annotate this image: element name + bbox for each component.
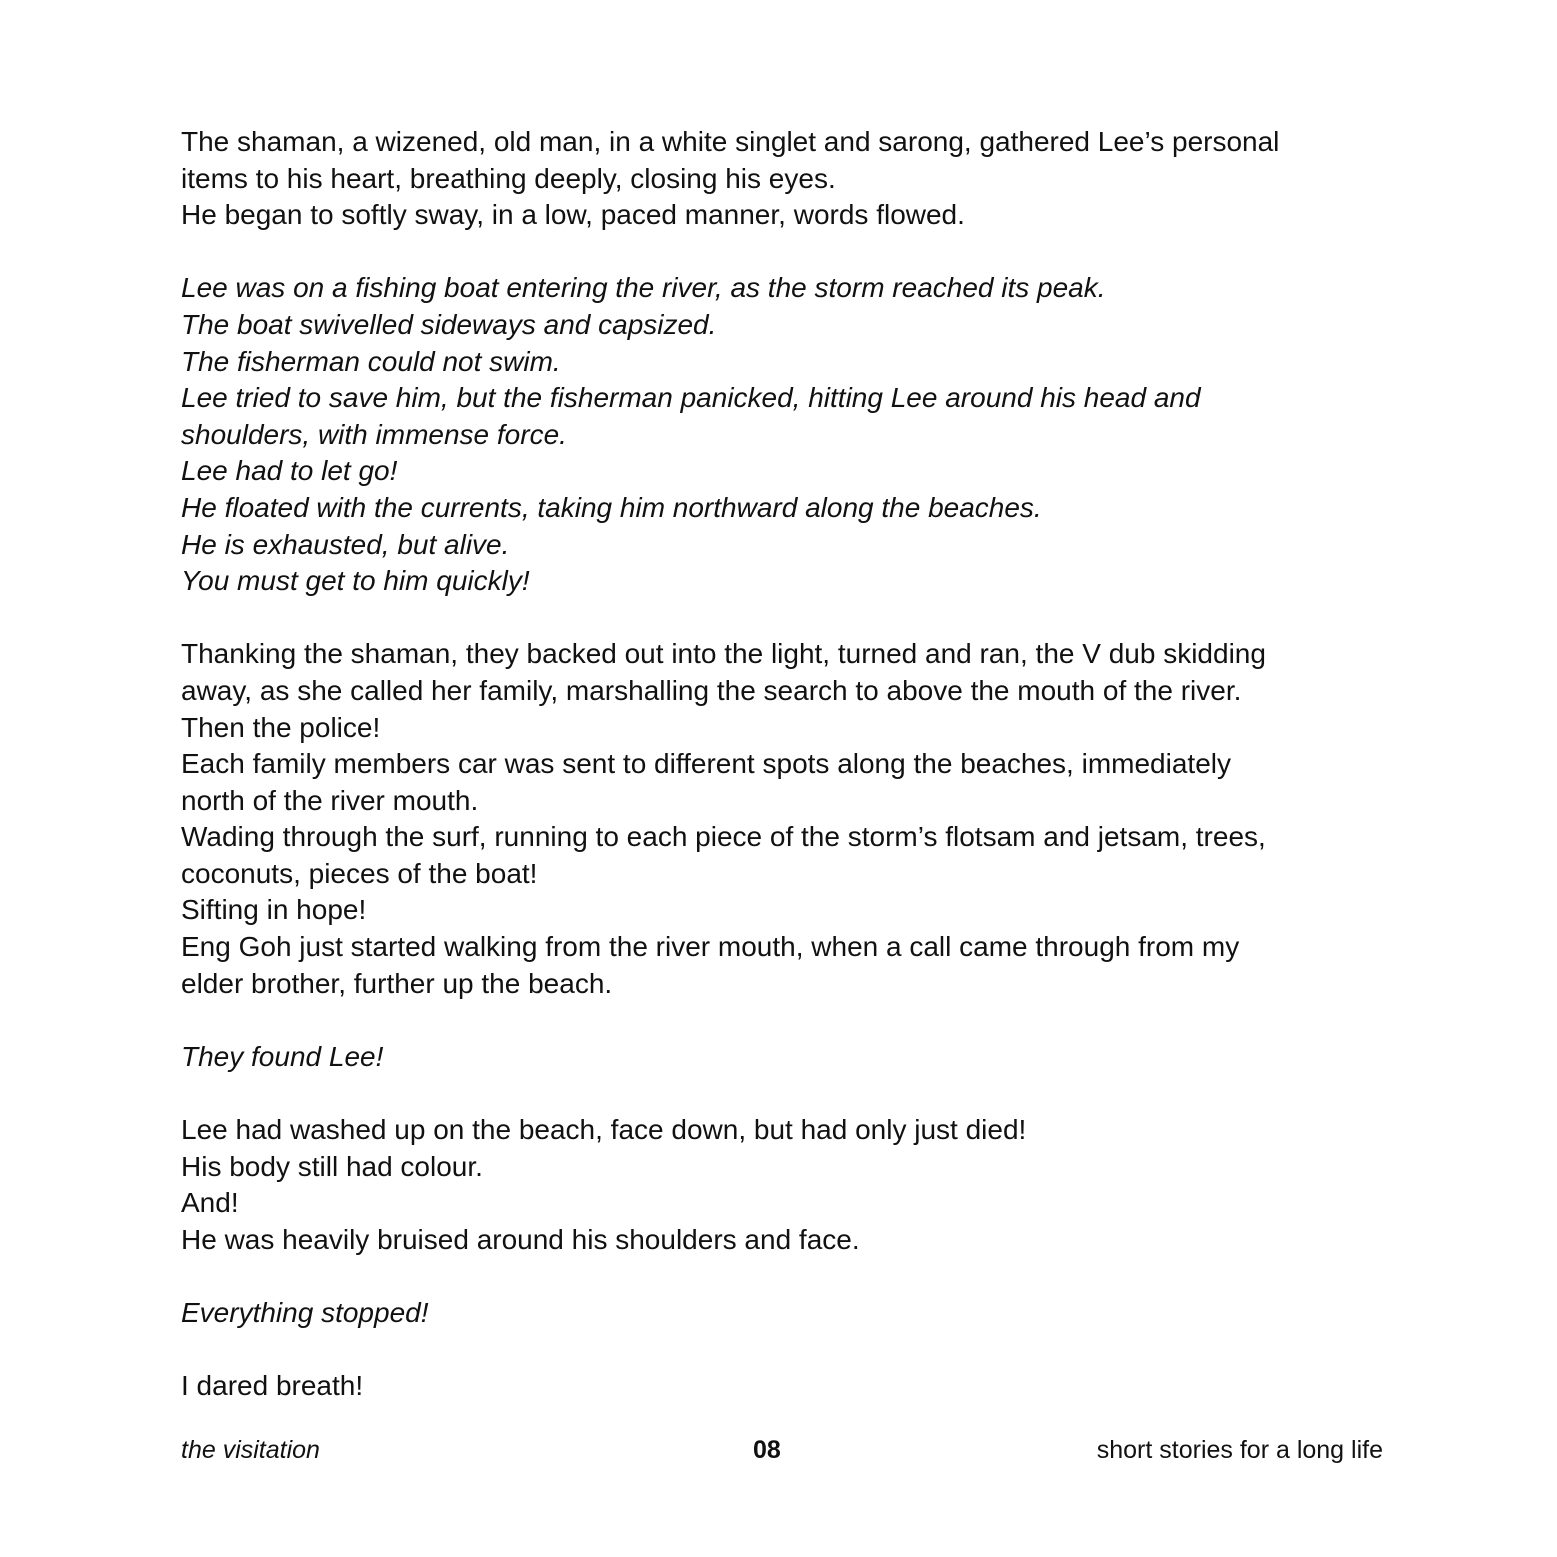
text-line: His body still had colour.	[181, 1150, 483, 1182]
paragraph	[181, 1112, 1396, 1258]
story-body	[181, 124, 1396, 1405]
text-line: Each family members car was sent to different spots along the beaches, immediately	[181, 748, 1231, 780]
text-line: Wading through the surf, running to each piece of the storm’s flotsam and jetsam, trees,	[181, 821, 1266, 853]
text-line: The shaman, a wizened, old man, in a white singlet and sarong, gathered Lee’s personal	[181, 126, 1280, 157]
text-line: Eng Goh just started walking from the river mouth, when a call came through from my	[181, 931, 1240, 963]
text-line: And!	[181, 1187, 239, 1219]
paragraph	[181, 1368, 1396, 1405]
text-line: Lee had washed up on the beach, face down, but had only just died!	[181, 1114, 1027, 1146]
italic-paragraph	[181, 270, 1396, 599]
text-line: They found Lee!	[181, 1040, 384, 1072]
text-line: shoulders, with immense force.	[181, 418, 567, 450]
text-line: Then the police!	[181, 711, 381, 743]
text-line: coconuts, pieces of the boat!	[181, 857, 538, 889]
text-line: I dared breath!	[181, 1370, 364, 1402]
text-line: Lee tried to save him, but the fisherman panicked, hitting Lee around his head and	[181, 382, 1201, 414]
text-line: items to his heart, breathing deeply, closing his eyes.	[181, 162, 836, 194]
italic-paragraph	[181, 1039, 1396, 1076]
text-line: He was heavily bruised around his shoulders and face.	[181, 1223, 860, 1255]
text-line: away, as she called her family, marshalling the search to above the mouth of the river.	[181, 674, 1242, 706]
text-line: He floated with the currents, taking him northward along the beaches.	[181, 491, 1042, 523]
page-footer	[181, 1436, 1383, 1472]
paragraph	[181, 124, 1396, 234]
text-line: Lee had to let go!	[181, 455, 398, 487]
footer-page-number: 08	[753, 1436, 781, 1464]
text-line: Lee was on a fishing boat entering the river, as the storm reached its peak.	[181, 272, 1106, 304]
text-line: elder brother, further up the beach.	[181, 967, 613, 999]
paragraph	[181, 636, 1396, 1002]
footer-story-title: the visitation	[181, 1436, 320, 1464]
text-line: The fisherman could not swim.	[181, 345, 561, 377]
text-line: He is exhausted, but alive.	[181, 528, 510, 560]
text-line: You must get to him quickly!	[181, 565, 530, 597]
footer-book-title: short stories for a long life	[1096, 1436, 1383, 1464]
italic-paragraph	[181, 1295, 1396, 1332]
text-line: The boat swivelled sideways and capsized.	[181, 308, 717, 340]
text-line: Thanking the shaman, they backed out into the light, turned and ran, the V dub skidding	[181, 638, 1266, 670]
text-line: He began to softly sway, in a low, paced manner, words flowed.	[181, 199, 965, 231]
text-line: Everything stopped!	[181, 1297, 429, 1328]
text-line: north of the river mouth.	[181, 784, 479, 816]
text-line: Sifting in hope!	[181, 894, 367, 926]
